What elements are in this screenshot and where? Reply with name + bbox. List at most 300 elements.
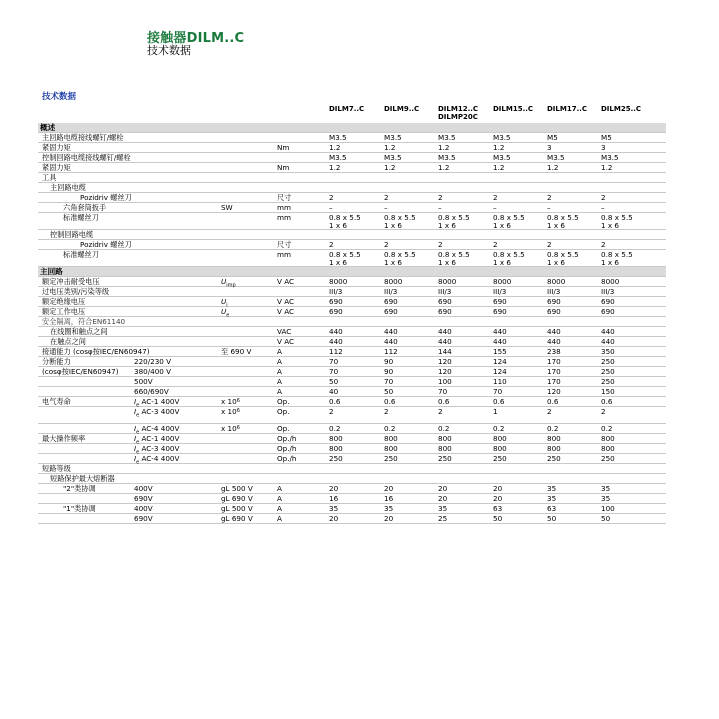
cell-line: 124 [493, 357, 507, 366]
table-cell [329, 203, 333, 212]
table-cell [493, 444, 507, 453]
table-cell [438, 494, 447, 503]
row-label: 在触点之间 [50, 337, 86, 346]
cell-line: 35 [547, 494, 557, 503]
table-cell [438, 337, 452, 346]
cell-line: 90 [384, 367, 394, 376]
cell-line: 0.8 x 5.5 [493, 213, 525, 222]
cell-line: – [438, 203, 442, 212]
table-cell [329, 504, 338, 513]
cell-line: 1 [493, 407, 498, 416]
cell-line: 2 [547, 193, 552, 202]
cell-line: 124 [493, 367, 507, 376]
table-cell [547, 494, 556, 503]
cell-line: 250 [601, 357, 615, 366]
cell-line: 800 [547, 444, 561, 453]
cell-line: 2 [601, 240, 606, 249]
cell-line: 800 [384, 434, 398, 443]
cell-line: 0.8 x 5.5 [601, 250, 633, 259]
cell-line: 2 [329, 240, 334, 249]
cell-line: 0.2 [329, 424, 341, 433]
table-row [38, 514, 666, 524]
cell-line: 800 [438, 434, 452, 443]
table-cell [601, 153, 619, 162]
table-row [38, 484, 666, 494]
table-cell [601, 297, 615, 306]
cell-line: 1.2 [438, 163, 450, 172]
table-row [38, 387, 666, 397]
cell-line: 170 [547, 377, 561, 386]
section-row [38, 123, 666, 133]
table-cell [384, 337, 398, 346]
cell-line: 8000 [547, 277, 566, 286]
table-cell [493, 287, 506, 296]
table-cell [384, 494, 393, 503]
table-cell [601, 367, 615, 376]
table-cell [329, 347, 343, 356]
table-cell [601, 377, 615, 386]
cell-line: 2 [547, 407, 552, 416]
cell-line: 440 [601, 327, 615, 336]
cell-line: III/3 [601, 287, 615, 296]
cell-line: 690 [438, 307, 452, 316]
row-label: 最大操作频率 [42, 434, 86, 443]
cell-line: 110 [493, 377, 507, 386]
table-cell [329, 424, 340, 433]
cell-line: III/3 [493, 287, 507, 296]
table-row [38, 327, 666, 337]
table-cell [329, 357, 338, 366]
table-cell [493, 434, 507, 443]
table-cell [547, 213, 579, 230]
table-cell [547, 250, 579, 267]
table-cell [601, 434, 615, 443]
cell-line: 120 [547, 387, 561, 396]
table-cell [601, 407, 606, 416]
row-label: 紧固力矩 [42, 163, 71, 172]
column-header-line: DILM25..C [601, 105, 642, 113]
row-unit: A [277, 377, 282, 386]
table-cell [384, 213, 416, 230]
table-row [38, 307, 666, 317]
table-cell [438, 297, 452, 306]
cell-line: 35 [438, 504, 448, 513]
table-cell [438, 367, 452, 376]
table-cell [547, 240, 552, 249]
table-cell [493, 193, 498, 202]
column-header [601, 105, 641, 113]
cell-line: 238 [547, 347, 561, 356]
table-cell [601, 213, 633, 230]
table-cell [547, 143, 552, 152]
column-header-line: DILM9..C [384, 105, 420, 113]
table-cell [601, 397, 612, 406]
table-cell [384, 327, 398, 336]
cell-line: M3.5 [438, 133, 456, 142]
table-cell [601, 193, 606, 202]
table-cell [438, 240, 443, 249]
row-symbol: x $10^6$ [221, 407, 240, 416]
section-title: 技术数据 [42, 92, 77, 102]
cell-line: 690 [384, 297, 398, 306]
cell-line: 2 [547, 240, 552, 249]
cell-line: – [329, 203, 333, 212]
table-cell [493, 277, 511, 286]
table-cell [438, 277, 456, 286]
table-cell [493, 213, 525, 230]
row-unit: mm [277, 203, 292, 212]
table-cell [438, 377, 452, 386]
cell-line: 1.2 [384, 163, 396, 172]
cell-line: 20 [384, 514, 394, 523]
cell-line: 50 [547, 514, 557, 523]
cell-line: 2 [601, 193, 606, 202]
cell-line: 2 [384, 240, 389, 249]
table-cell [384, 287, 397, 296]
table-cell [384, 297, 398, 306]
cell-line: 144 [438, 347, 452, 356]
table-cell [384, 250, 416, 267]
cell-line: 70 [384, 377, 394, 386]
cell-line: 150 [601, 387, 615, 396]
cell-line: 0.8 x 5.5 [493, 250, 525, 259]
table-cell [329, 377, 338, 386]
row-label: 标准螺丝刀 [63, 250, 99, 259]
cell-line: 1 x 6 [601, 258, 619, 267]
table-cell [547, 193, 552, 202]
cell-line: 20 [438, 484, 448, 493]
cell-line: III/3 [438, 287, 452, 296]
table-cell [601, 494, 610, 503]
cell-line: 35 [384, 504, 394, 513]
row-condition: 690V [134, 514, 153, 523]
cell-line: 690 [329, 297, 343, 306]
cell-line: 0.6 [601, 397, 613, 406]
table-cell [438, 203, 442, 212]
table-cell [438, 424, 449, 433]
cell-line: 0.2 [547, 424, 559, 433]
cell-line: 690 [601, 307, 615, 316]
row-unit: V AC [277, 337, 295, 346]
cell-line: 1 x 6 [329, 258, 347, 267]
cell-line: 100 [601, 504, 615, 513]
table-row [38, 337, 666, 347]
table-cell [601, 504, 615, 513]
cell-line: 2 [438, 407, 443, 416]
cell-line: 0.6 [438, 397, 450, 406]
table-cell [547, 504, 556, 513]
table-cell [493, 163, 504, 172]
cell-line: 0.8 x 5.5 [329, 213, 361, 222]
cell-line: 440 [384, 327, 398, 336]
cell-line: 70 [438, 387, 448, 396]
cell-line: 690 [547, 307, 561, 316]
cell-line: 35 [601, 484, 611, 493]
table-row [38, 203, 666, 213]
row-condition: $I_e$ AC-1 400V [134, 397, 180, 409]
cell-line: III/3 [329, 287, 343, 296]
row-symbol: 至 690 V [221, 347, 252, 356]
table-cell [438, 327, 452, 336]
column-header-line: DILM15..C [493, 105, 534, 113]
table-row [38, 424, 666, 434]
table-cell [329, 213, 361, 230]
cell-line: M3.5 [547, 153, 565, 162]
table-cell [384, 193, 389, 202]
table-cell [438, 434, 452, 443]
cell-line: 800 [329, 434, 343, 443]
table-cell [438, 163, 449, 172]
table-cell [384, 357, 393, 366]
table-row [38, 357, 666, 367]
row-unit: A [277, 387, 282, 396]
table-cell [493, 347, 507, 356]
cell-line: 440 [438, 337, 452, 346]
cell-line: 63 [493, 504, 503, 513]
table-cell [493, 203, 497, 212]
cell-line: 2 [493, 193, 498, 202]
cell-line: 1.2 [493, 163, 505, 172]
row-label: 六角套筒扳手 [63, 203, 107, 212]
table-cell [329, 240, 334, 249]
cell-line: 0.8 x 5.5 [601, 213, 633, 222]
table-cell [438, 250, 470, 267]
cell-line: 1 x 6 [438, 258, 456, 267]
section-row [38, 267, 666, 277]
row-unit: Op./h [277, 434, 297, 443]
cell-line: 8000 [438, 277, 457, 286]
cell-line: 1.2 [493, 143, 505, 152]
row-unit: Op./h [277, 444, 297, 453]
table-cell [547, 454, 561, 463]
cell-line: 0.2 [601, 424, 613, 433]
table-cell [329, 337, 343, 346]
cell-line: 0.8 x 5.5 [384, 250, 416, 259]
cell-line: M5 [547, 133, 558, 142]
table-row [38, 434, 666, 444]
cell-line: 800 [547, 434, 561, 443]
table-cell [329, 287, 342, 296]
table-cell [384, 163, 395, 172]
cell-line: 50 [493, 514, 503, 523]
row-symbol: x $10^6$ [221, 397, 240, 406]
cell-line: 0.2 [438, 424, 450, 433]
technical-data-table [38, 123, 666, 524]
cell-line: 0.6 [493, 397, 505, 406]
cell-line: 112 [384, 347, 398, 356]
row-label: 标准螺丝刀 [63, 213, 99, 222]
cell-line: 35 [601, 494, 611, 503]
row-condition: $I_e$ AC-4 400V [134, 424, 180, 436]
row-unit: V AC [277, 307, 295, 316]
cell-line: 170 [547, 357, 561, 366]
table-cell [547, 337, 561, 346]
cell-line: 8000 [384, 277, 403, 286]
table-cell [438, 133, 456, 142]
table-cell [601, 203, 605, 212]
row-label: 额定工作电压 [42, 307, 86, 316]
row-unit: V AC [277, 297, 295, 306]
table-cell [493, 514, 502, 523]
table-cell [329, 407, 334, 416]
row-label: 额定冲击耐受电压 [42, 277, 100, 286]
cell-line: 35 [329, 504, 339, 513]
row-label: 短路保护最大熔断器 [50, 474, 115, 483]
row-unit: A [277, 514, 282, 523]
table-cell [493, 397, 504, 406]
cell-line: 155 [493, 347, 507, 356]
table-cell [384, 240, 389, 249]
table-cell [493, 504, 502, 513]
table-cell [493, 143, 504, 152]
row-label: 工具 [42, 173, 57, 182]
cell-line: 2 [384, 193, 389, 202]
table-cell [547, 424, 558, 433]
cell-line: 440 [547, 327, 561, 336]
cell-line: 1.2 [329, 163, 341, 172]
cell-line: 800 [493, 434, 507, 443]
cell-line: 0.2 [493, 424, 505, 433]
table-cell [329, 484, 338, 493]
table-cell [547, 307, 561, 316]
table-row [38, 163, 666, 173]
table-cell [438, 153, 456, 162]
cell-line: 800 [601, 434, 615, 443]
table-cell [384, 397, 395, 406]
cell-line: 800 [384, 444, 398, 453]
table-row [38, 464, 666, 474]
cell-line: 1 x 6 [601, 221, 619, 230]
table-cell [384, 424, 395, 433]
cell-line: M3.5 [384, 153, 402, 162]
table-cell [547, 277, 565, 286]
table-cell [329, 153, 347, 162]
table-cell [547, 484, 556, 493]
table-cell [601, 454, 615, 463]
cell-line: 8000 [329, 277, 348, 286]
table-cell [438, 514, 447, 523]
table-cell [329, 193, 334, 202]
row-label: 额定绝缘电压 [42, 297, 86, 306]
cell-line: – [547, 203, 551, 212]
table-cell [601, 514, 610, 523]
table-cell [384, 367, 393, 376]
cell-line: 250 [601, 377, 615, 386]
cell-line: 250 [493, 454, 507, 463]
row-condition: $I_e$ AC-4 400V [134, 454, 180, 466]
table-cell [493, 387, 502, 396]
cell-line: 1.2 [438, 143, 450, 152]
table-cell [329, 397, 340, 406]
table-row [38, 143, 666, 153]
cell-line: III/3 [547, 287, 561, 296]
row-unit: V AC [277, 277, 295, 286]
table-cell [601, 347, 615, 356]
row-unit: mm [277, 213, 292, 222]
table-cell [601, 307, 615, 316]
cell-line: 40 [329, 387, 339, 396]
table-cell [547, 377, 561, 386]
table-row [38, 153, 666, 163]
table-cell [438, 387, 447, 396]
cell-line: 25 [438, 514, 448, 523]
table-cell [329, 250, 361, 267]
cell-line: 440 [384, 337, 398, 346]
table-cell [384, 277, 402, 286]
cell-line: 1 x 6 [384, 258, 402, 267]
row-symbol: x $10^6$ [221, 424, 240, 433]
table-cell [384, 514, 393, 523]
table-cell [329, 434, 343, 443]
cell-line: 20 [329, 514, 339, 523]
column-header [438, 105, 478, 121]
table-cell [438, 504, 447, 513]
table-cell [438, 444, 452, 453]
row-condition: 400V [134, 504, 153, 513]
cell-line: 50 [329, 377, 339, 386]
table-cell [601, 240, 606, 249]
cell-line: 250 [601, 367, 615, 376]
table-cell [329, 494, 338, 503]
cell-line: 0.8 x 5.5 [384, 213, 416, 222]
table-cell [493, 367, 507, 376]
table-cell [493, 153, 511, 162]
column-header-line: DILM7..C [329, 105, 365, 113]
table-row [38, 230, 666, 240]
table-cell [329, 444, 343, 453]
table-cell [329, 297, 343, 306]
cell-line: 70 [329, 367, 339, 376]
cell-line: 112 [329, 347, 343, 356]
section-label: 概述 [40, 123, 56, 132]
cell-line: III/3 [384, 287, 398, 296]
table-row [38, 347, 666, 357]
cell-line: 120 [438, 357, 452, 366]
row-condition: 500V [134, 377, 153, 386]
table-cell [601, 277, 619, 286]
table-row [38, 287, 666, 297]
cell-line: M3.5 [384, 133, 402, 142]
row-unit: VAC [277, 327, 292, 336]
cell-line: 1 x 6 [329, 221, 347, 230]
table-cell [384, 153, 402, 162]
cell-line: 70 [329, 357, 339, 366]
cell-line: 440 [329, 337, 343, 346]
cell-line: 690 [329, 307, 343, 316]
table-row [38, 494, 666, 504]
cell-line: 0.6 [547, 397, 559, 406]
cell-line: 50 [601, 514, 611, 523]
table-cell [384, 407, 389, 416]
cell-line: 3 [547, 143, 552, 152]
table-cell [384, 504, 393, 513]
table-cell [493, 494, 502, 503]
cell-line: 0.2 [384, 424, 396, 433]
table-cell [601, 337, 615, 346]
cell-line: 690 [547, 297, 561, 306]
table-row [38, 240, 666, 250]
cell-line: 1 x 6 [493, 221, 511, 230]
cell-line: – [384, 203, 388, 212]
table-cell [329, 163, 340, 172]
table-cell [384, 143, 395, 152]
row-unit: mm [277, 250, 292, 259]
table-cell [601, 387, 615, 396]
table-cell [493, 454, 507, 463]
cell-line: 170 [547, 367, 561, 376]
table-cell [493, 240, 498, 249]
table-cell [438, 407, 443, 416]
